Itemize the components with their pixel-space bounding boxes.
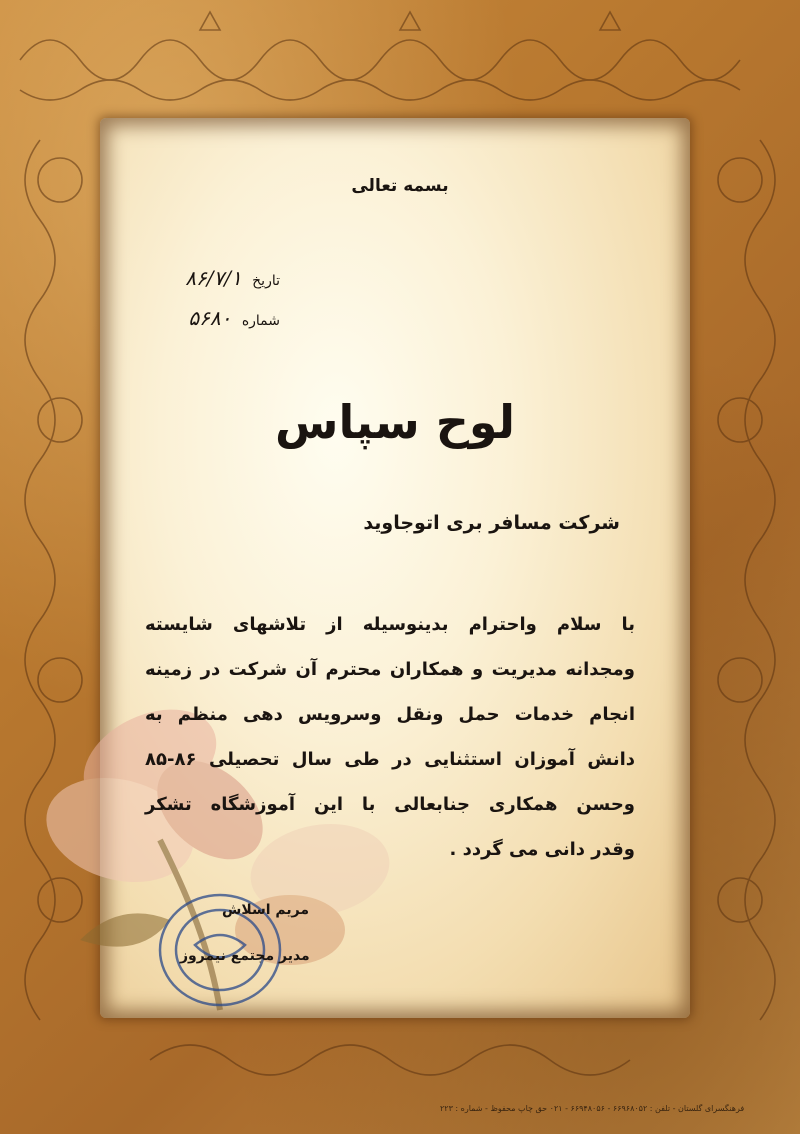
number-label: شماره bbox=[241, 313, 280, 329]
date-row bbox=[185, 258, 280, 298]
signer-role: مدیر مجتمع نیمروز bbox=[180, 948, 310, 964]
body-line: ومجدانه مدیریت و همکاران محترم آن شرکت در زمینه bbox=[145, 659, 635, 680]
signer-name: مریم اسلاش bbox=[222, 902, 310, 918]
invocation-heading: بسمه تعالی bbox=[351, 176, 449, 196]
body-line: با سلام واحترام بدینوسیله از تلاشهای شایسته bbox=[145, 614, 635, 635]
date-number-block bbox=[185, 258, 280, 338]
date-value: ۸۶/۷/۱ bbox=[185, 266, 242, 290]
body-line: وحسن همکاری جنابعالی با این آموزشگاه تشکر bbox=[145, 794, 635, 815]
printer-footer: فرهنگسرای گلستان - تلفن : ۶۶۹۶۸۰۵۲ - ۶۶۹۴۸۰۵۶ - ۰۲۱ حق چاپ محفوظ - شماره : ۲۲۳ bbox=[440, 1104, 745, 1113]
number-row bbox=[185, 298, 280, 338]
body-line: انجام خدمات حمل ونقل وسرویس دهی منظم به bbox=[145, 704, 635, 725]
number-value: ۵۶۸۰ bbox=[188, 306, 232, 330]
body-line: دانش آموزان استثنایی در طی سال تحصیلی ۸۶-۸۵ bbox=[145, 749, 635, 770]
recipient-name: شرکت مسافر بری اتوجاوید bbox=[363, 512, 620, 534]
body-paragraph bbox=[145, 605, 635, 875]
certificate-title: لوح سپاس bbox=[274, 395, 516, 449]
date-label: تاریخ bbox=[252, 273, 280, 289]
body-line: وقدر دانی می گردد . bbox=[449, 839, 635, 860]
